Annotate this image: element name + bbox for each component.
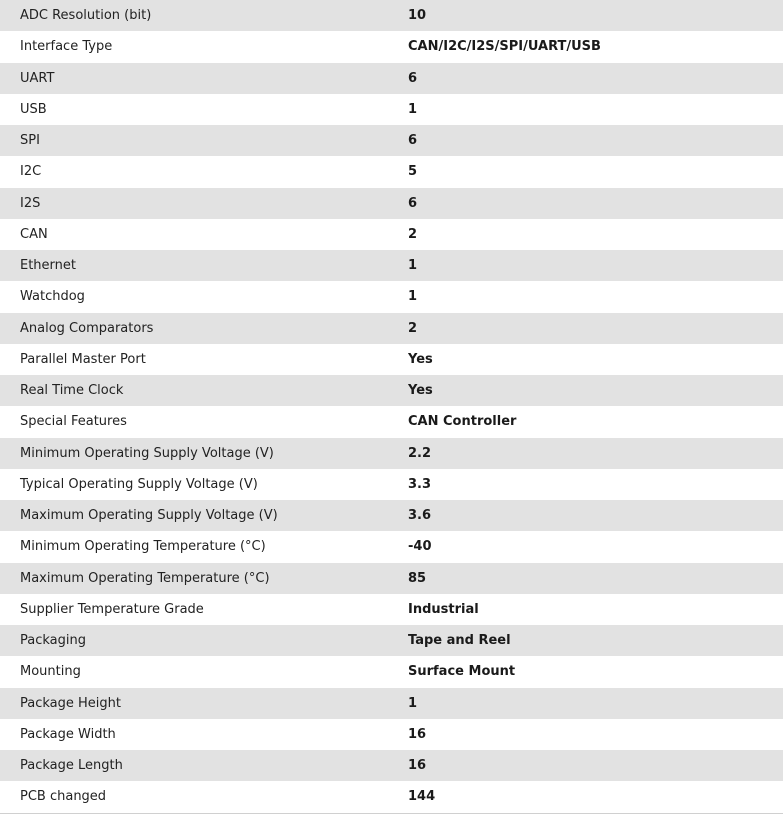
spec-value: 3.3 [408,476,432,492]
spec-label: Supplier Temperature Grade [20,601,204,617]
spec-row [0,656,783,687]
spec-label: Analog Comparators [20,320,154,336]
spec-row [0,219,783,250]
spec-label: Minimum Operating Temperature (°C) [20,539,266,555]
spec-value: 1 [408,289,418,305]
spec-label: Special Features [20,414,127,430]
spec-value: 5 [408,164,418,180]
spec-label: Mounting [20,664,81,680]
spec-row [0,688,783,719]
spec-value: 6 [408,70,418,86]
spec-value: Industrial [408,601,479,617]
spec-label: Package Width [20,726,116,742]
spec-row [0,719,783,750]
spec-value: CAN Controller [408,414,517,430]
spec-label: USB [20,101,47,117]
spec-label: Real Time Clock [20,383,124,399]
spec-value: 1 [408,258,418,274]
spec-row [0,0,783,31]
spec-value: 2 [408,320,418,336]
spec-row [0,281,783,312]
spec-value: Yes [408,351,433,367]
spec-label: Typical Operating Supply Voltage (V) [20,476,258,492]
spec-row [0,250,783,281]
spec-label: I2C [20,164,42,180]
spec-label: Packaging [20,633,86,649]
spec-value: 2.2 [408,445,432,461]
spec-label: CAN [20,226,48,242]
spec-label: ADC Resolution (bit) [20,8,152,24]
spec-row [0,531,783,562]
spec-label: Package Length [20,758,123,774]
spec-row [0,563,783,594]
spec-label: PCB changed [20,789,107,805]
spec-value: 144 [408,789,436,805]
spec-row [0,438,783,469]
spec-label: Maximum Operating Supply Voltage (V) [20,508,278,524]
spec-value: 16 [408,726,427,742]
spec-value: 2 [408,226,418,242]
spec-value: Yes [408,383,433,399]
spec-label: Watchdog [20,289,85,305]
spec-value: 1 [408,101,418,117]
spec-label: Parallel Master Port [20,351,146,367]
spec-label: SPI [20,133,40,149]
spec-value: 16 [408,758,427,774]
spec-row [0,344,783,375]
spec-value: 3.6 [408,508,432,524]
spec-value: 6 [408,133,418,149]
spec-value: 6 [408,195,418,211]
spec-row [0,625,783,656]
spec-value: -40 [408,539,432,555]
spec-row [0,781,783,812]
spec-row [0,31,783,62]
spec-label: UART [20,70,55,86]
spec-value: Tape and Reel [408,633,511,649]
spec-value: 10 [408,8,427,24]
spec-row [0,63,783,94]
spec-value: Surface Mount [408,664,516,680]
spec-row [0,125,783,156]
spec-row [0,469,783,500]
spec-label: Package Height [20,695,121,711]
spec-row [0,94,783,125]
spec-row [0,500,783,531]
spec-row [0,156,783,187]
spec-row [0,406,783,437]
spec-label: Interface Type [20,39,113,55]
spec-label: Ethernet [20,258,76,274]
spec-label: Minimum Operating Supply Voltage (V) [20,445,274,461]
spec-row [0,375,783,406]
spec-row [0,188,783,219]
spec-label: Maximum Operating Temperature (°C) [20,570,270,586]
spec-row [0,594,783,625]
spec-value: 1 [408,695,418,711]
spec-row [0,750,783,781]
spec-value: CAN/I2C/I2S/SPI/UART/USB [408,39,601,55]
spec-label: I2S [20,195,41,211]
spec-value: 85 [408,570,427,586]
spec-row [0,313,783,344]
